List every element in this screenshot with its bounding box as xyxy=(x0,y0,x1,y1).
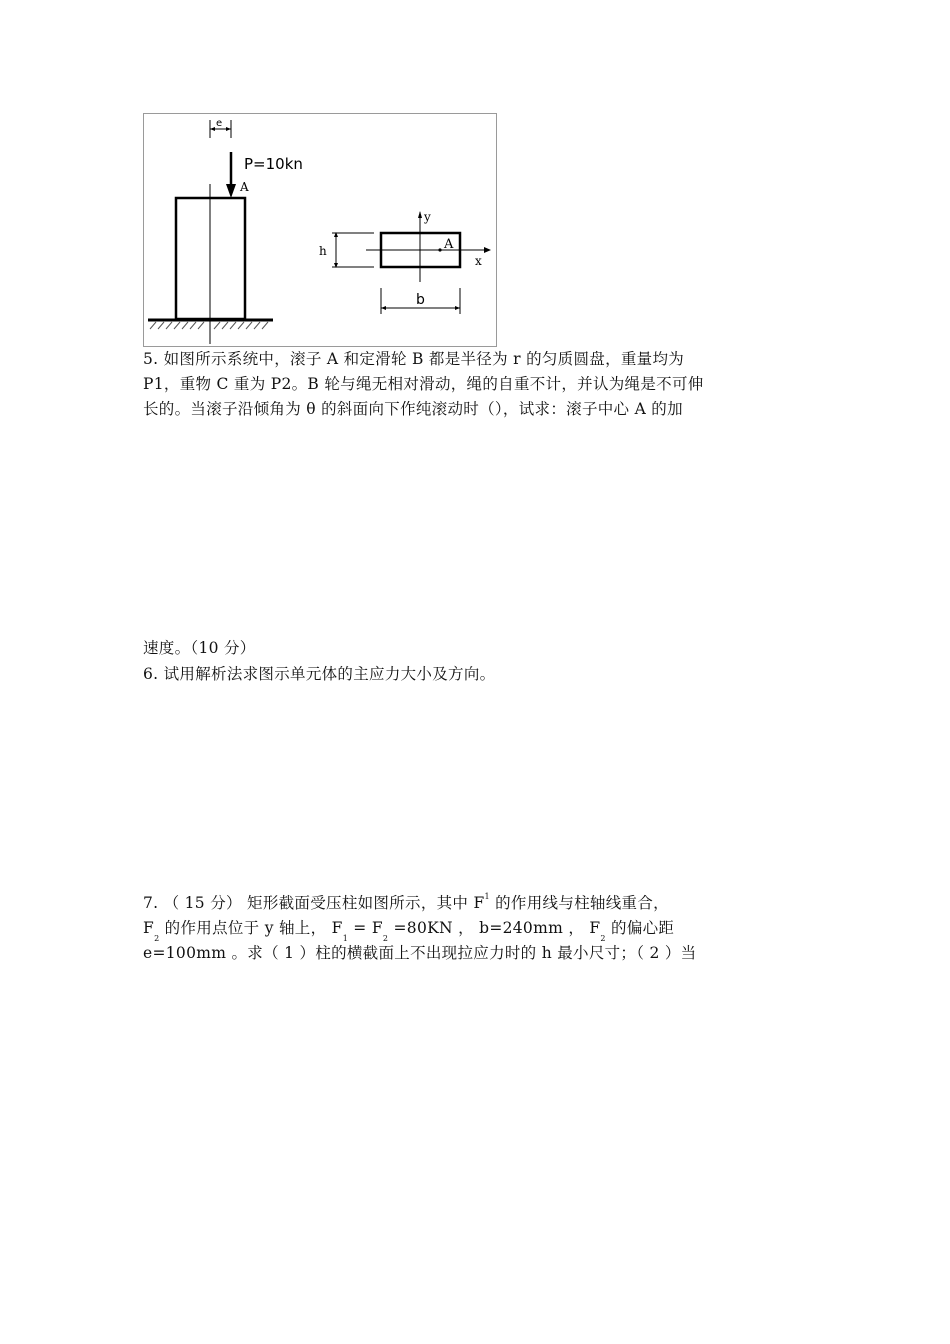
label-x: x xyxy=(475,254,482,268)
subscript: 1 xyxy=(342,934,349,943)
q7-line-3: e=100mm 。求（ 1 ）柱的横截面上不出现拉应力时的 h 最小尺寸；（ 2 ）当 xyxy=(143,944,697,962)
problem-figure xyxy=(143,113,497,347)
q6-line-1: 6. 试用解析法求图示单元体的主应力大小及方向。 xyxy=(143,665,496,683)
q5-line-3: 长的。当滚子沿倾角为 θ 的斜面向下作纯滚动时（），试求：滚子中心 A 的加 xyxy=(143,400,683,418)
q5-line-4: 速度。（10 分） xyxy=(143,639,256,657)
subscript: 2 xyxy=(154,934,160,943)
label-e: e xyxy=(216,118,223,129)
q7-text: 的作用线与柱轴线重合， xyxy=(489,894,669,912)
q7-text: =80KN ， b=240mm ， F xyxy=(388,919,601,937)
column-diagram xyxy=(144,114,498,348)
label-b: b xyxy=(416,292,425,308)
q7-text: 的作用点位于 y 轴上， F xyxy=(159,919,343,937)
label-load: P=10kn xyxy=(244,155,303,173)
q7-text: = F xyxy=(348,919,383,937)
label-y: y xyxy=(424,210,431,224)
subscript: 2 xyxy=(600,934,606,943)
q7-text: 的偏心距 xyxy=(605,919,675,937)
q5-line-1: 5. 如图所示系统中，滚子 A 和定滑轮 B 都是半径为 r 的匀质圆盘，重量均为 xyxy=(143,350,685,368)
q7-text: 7. （ 15 分） 矩形截面受压柱如图所示，其中 F xyxy=(143,894,485,912)
label-point-a: A xyxy=(240,180,249,194)
q7-line-1 xyxy=(143,893,669,916)
label-section-a: A xyxy=(444,237,454,252)
q5-line-2: P1，重物 C 重为 P2。B 轮与绳无相对滑动，绳的自重不计，并认为绳是不可伸 xyxy=(143,375,704,393)
subscript: 2 xyxy=(382,934,389,943)
subscript: 1 xyxy=(484,892,490,901)
q7-line-2 xyxy=(143,918,674,941)
label-h: h xyxy=(319,244,327,258)
q7-text: F xyxy=(143,919,155,937)
